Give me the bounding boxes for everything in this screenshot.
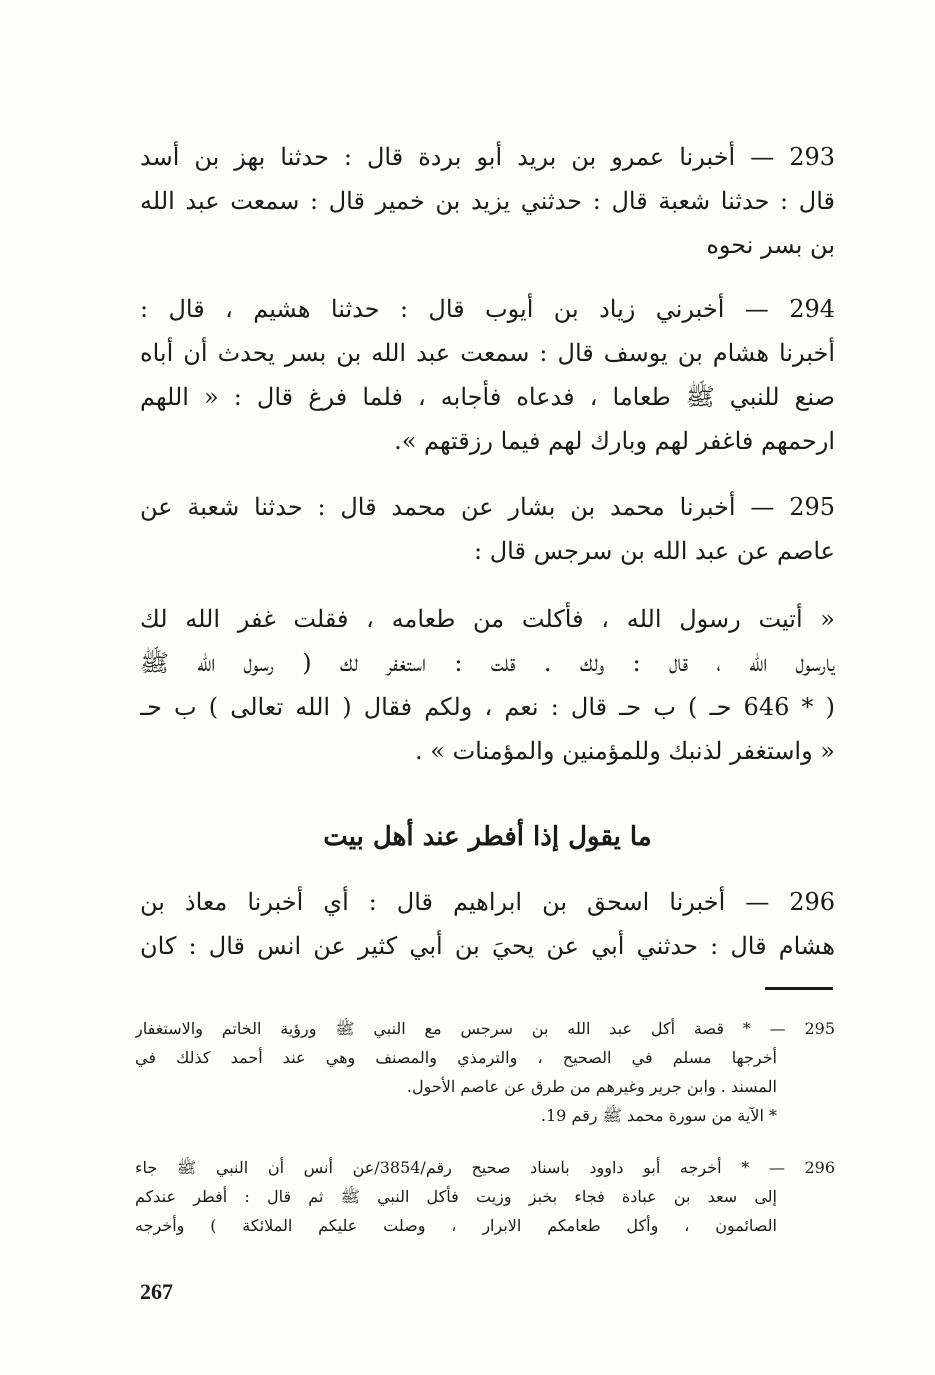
text-line: ( * 646 حـ ) ب حـ قال : نعم ، ولكم فقال ( الله تعالى ) ب حـ xyxy=(140,693,835,721)
footnote-line: إلى سعد بن عبادة فجاء بخبز وزيت فأكل النبي ﷺ ثم قال : أفطر عندكم xyxy=(135,1187,777,1206)
text-line: أخبرنا هشام بن يوسف قال : سمعت عبد الله بن بسر يحدث أن أباه xyxy=(140,339,835,367)
footnote-line: * الآية من سورة محمد ﷺ رقم 19. xyxy=(540,1106,777,1125)
text-line: ارحمهم فاغفر لهم وبارك لهم فيما رزقتهم ». xyxy=(394,427,835,455)
footnote-296 xyxy=(135,1153,835,1240)
paragraph-295-quote xyxy=(140,597,835,773)
text-line: بن بسر نحوه xyxy=(706,231,835,259)
paragraph-293 xyxy=(140,135,835,267)
footnote-line: المسند . وابن جرير وغيرهم من طرق عن عاصم الأحول. xyxy=(406,1077,777,1096)
text-line: « أتيت رسول الله ، فأكلت من طعامه ، فقلت غفر الله لك xyxy=(140,605,835,633)
footnote-line: الصائمون ، وأكل طعامكم الابرار ، وصلت عليكم الملائكة ) وأخرجه xyxy=(135,1216,777,1235)
text-line: قال : حدثنا شعبة قال : حدثني يزيد بن خمير قال : سمعت عبد الله xyxy=(140,187,835,215)
text-line: هشام قال : حدثني أبي عن يحيَ بن أبي كثير عن انس قال : كان xyxy=(140,932,835,960)
footnote-295 xyxy=(135,1014,835,1130)
text-line: عاصم عن عبد الله بن سرجس قال : xyxy=(474,537,835,565)
text-line: صنع للنبي ﷺ طعاما ، فدعاه فأجابه ، فلما فرغ قال : « اللهم xyxy=(140,383,835,411)
footnote-separator xyxy=(765,987,833,990)
paragraph-296 xyxy=(140,880,835,968)
text-line: 293 — أخبرنا عمرو بن بريد أبو بردة قال : حدثنا بهز بن أسد xyxy=(140,143,835,171)
footnote-line: 296 — * أخرجه أبو داوود باسناد صحيح رقم/3854/عن أنس أن النبي ﷺ جاء xyxy=(135,1158,835,1177)
page-number: 267 xyxy=(140,1279,173,1304)
text-line: 296 — أخبرنا اسحق بن ابراهيم قال : أي أخبرنا معاذ بن xyxy=(140,888,835,916)
paragraph-294 xyxy=(140,287,835,463)
text-line: 295 — أخبرنا محمد بن بشار عن محمد قال : حدثنا شعبة عن xyxy=(140,493,835,521)
text-line: « واستغفر لذنبك وللمؤمنين والمؤمنات » . xyxy=(415,737,835,765)
text-line: 294 — أخبرني زياد بن أيوب قال : حدثنا هشيم ، قال : xyxy=(140,295,835,323)
section-heading: ما يقول إذا أفطر عند أهل بيت xyxy=(323,822,652,852)
text-line: يارسول الله ، قال : ولك . قلت : استغفر لك ( رسول الله ﷺ xyxy=(140,649,835,677)
paragraph-295 xyxy=(140,485,835,573)
footnote-line: 295 — * قصة أكل عبد الله بن سرجس مع النبي ﷺ ورؤية الخاتم والاستغفار xyxy=(135,1019,835,1038)
footnote-line: أخرجها مسلم في الصحيح ، والترمذي والمصنف وهي عند أحمد كذلك في xyxy=(135,1048,777,1067)
